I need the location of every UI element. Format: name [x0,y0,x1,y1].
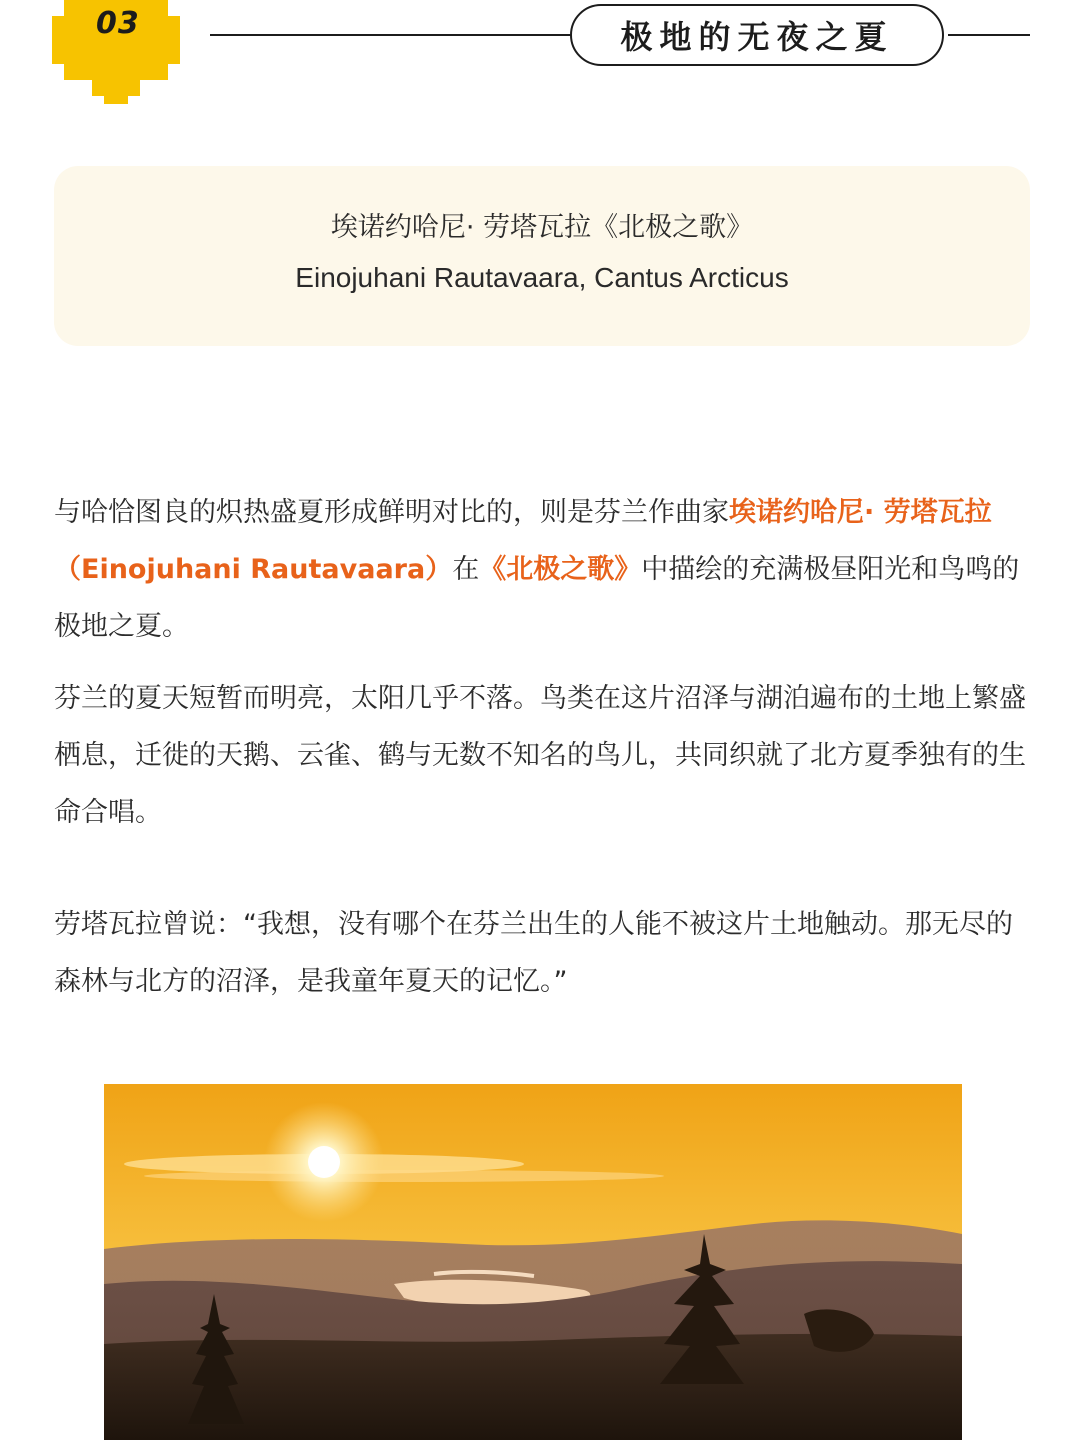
work-info-card [54,166,1030,346]
paragraph-finnish-summer: 芬兰的夏天短暂而明亮，太阳几乎不落。鸟类在这片沼泽与湖泊遍布的土地上繁盛栖息，迁徙的天鹅、云雀、鹤与无数不知名的鸟儿，共同织就了北方夏季独有的生命合唱。 [54,683,1026,828]
lapland-sunset-photo [104,1084,962,1440]
paragraph-intro [54,484,1026,655]
header-divider-left [210,34,572,36]
section-header [0,0,1080,110]
paragraph-intro-text: 与哈恰图良的炽热盛夏形成鲜明对比的，则是芬兰作曲家 [54,497,729,528]
header-divider-right [948,34,1030,36]
composer-name-highlight: 埃诺约哈尼· 劳塔瓦拉（Einojuhani Rautavaara） [54,497,992,585]
section-title-pill [570,4,944,66]
paragraph-connector-text: 在 [452,554,480,585]
section-title: 极地的无夜之夏 [620,18,894,56]
paragraph-quote: 劳塔瓦拉曾说：“我想，没有哪个在芬兰出生的人能不被这片土地触动。那无尽的森林与北方的沼泽，是我童年夏天的记忆。” [54,909,1013,997]
work-title-english: Einojuhani Rautavaara, Cantus Arcticus [295,262,789,293]
work-title-chinese: 埃诺约哈尼· 劳塔瓦拉《北极之歌》 [330,212,754,243]
work-name-highlight: 《北极之歌》 [479,554,642,585]
section-number: 03 [96,6,140,41]
paragraph-rest-text: 中描绘的充满极昼阳光和鸟鸣的极地之夏。 [54,554,1020,642]
